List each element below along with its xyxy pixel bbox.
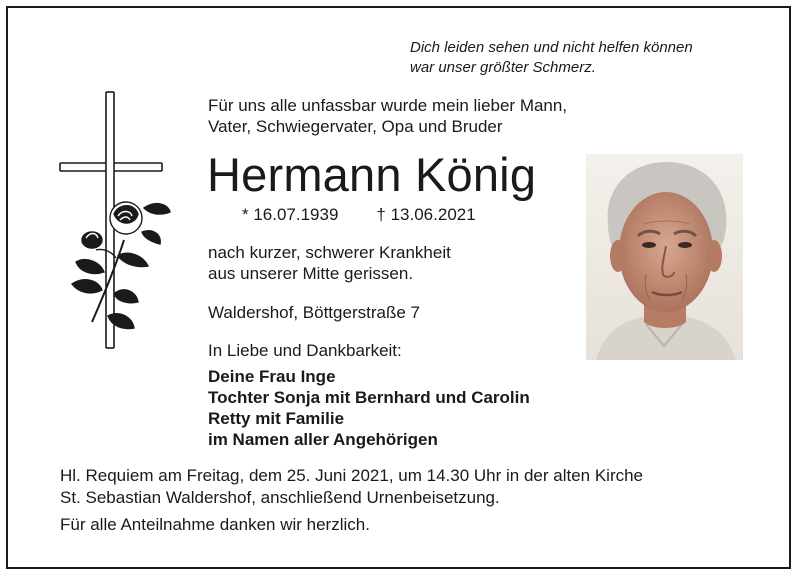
address: Waldershof, Böttgerstraße 7: [208, 303, 420, 322]
mourner: Tochter Sonja mit Bernhard und Carolin: [208, 388, 530, 407]
intro-line: Vater, Schwiegervater, Opa und Bruder: [208, 117, 503, 136]
service-info: [60, 465, 643, 509]
death-date: † 13.06.2021: [376, 205, 476, 224]
deceased-name: Hermann König: [207, 148, 537, 201]
intro-line: Für uns alle unfassbar wurde mein lieber Mann,: [208, 96, 568, 115]
illness-text: [208, 242, 451, 284]
life-dates: [242, 205, 476, 225]
service-line: Hl. Requiem am Freitag, dem 25. Juni 2021, um 14.30 Uhr in der alten Kirche: [60, 466, 644, 485]
motto: [410, 38, 693, 78]
thanks-text: Für alle Anteilnahme danken wir herzlich.: [60, 515, 370, 534]
mourner: im Namen aller Angehörigen: [208, 430, 438, 449]
mourner: Retty mit Familie: [208, 409, 345, 428]
cross-icon: [56, 90, 176, 350]
illness-line: aus unserer Mitte gerissen.: [208, 264, 414, 283]
portrait-photo: [586, 154, 743, 360]
dedication: In Liebe und Dankbarkeit:: [208, 341, 402, 360]
mourner: Deine Frau Inge: [208, 367, 336, 386]
birth-date: * 16.07.1939: [242, 205, 339, 224]
intro-text: [208, 95, 567, 137]
motto-line: Dich leiden sehen und nicht helfen können: [410, 39, 693, 56]
rose-icon: [72, 202, 170, 329]
illness-line: nach kurzer, schwerer Krankheit: [208, 243, 451, 262]
motto-line: war unser größter Schmerz.: [410, 59, 596, 76]
mourners-list: [208, 366, 530, 450]
service-line: St. Sebastian Waldershof, anschließend Urnenbeisetzung.: [60, 488, 500, 507]
